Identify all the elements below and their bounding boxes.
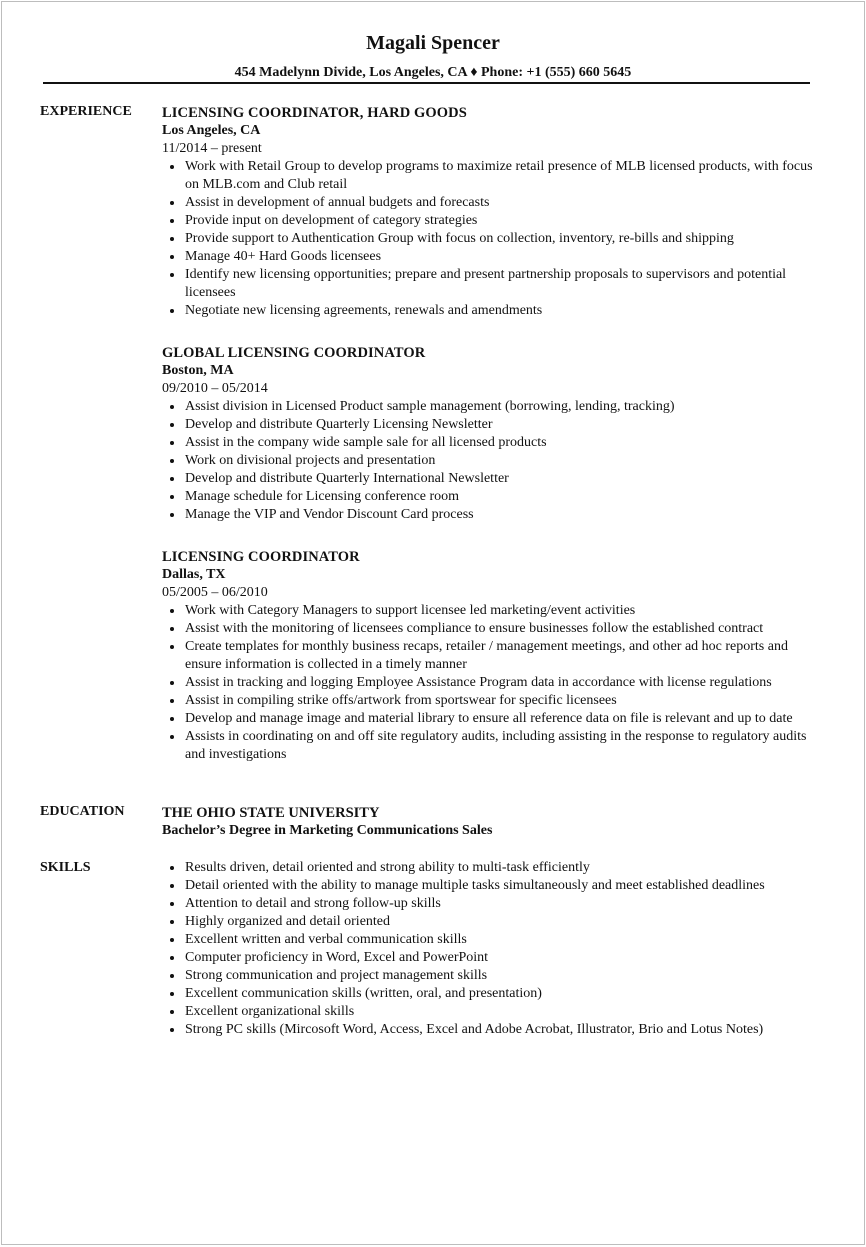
bullet-item: Develop and distribute Quarterly International Newsletter bbox=[185, 470, 822, 488]
skill-item: Excellent organizational skills bbox=[185, 1003, 822, 1021]
bullet-item: Manage 40+ Hard Goods licensees bbox=[185, 248, 822, 266]
bullet-item: Assist in development of annual budgets and forecasts bbox=[185, 194, 822, 212]
skill-item: Highly organized and detail oriented bbox=[185, 913, 822, 931]
job-location: Los Angeles, CA bbox=[162, 123, 261, 138]
experience-body bbox=[162, 104, 822, 788]
job-location: Boston, MA bbox=[162, 363, 234, 378]
candidate-name: Magali Spencer bbox=[366, 32, 500, 54]
bullet-item: Provide input on development of category strategies bbox=[185, 212, 822, 230]
job-bullets bbox=[162, 398, 822, 524]
bullet-item: Create templates for monthly business recaps, retailer / management meetings, and other ad hoc reports and ensure information is collected in a timely manner bbox=[185, 638, 822, 674]
bullet-item: Negotiate new licensing agreements, renewals and amendments bbox=[185, 302, 822, 320]
job-dates: 11/2014 – present bbox=[162, 141, 262, 156]
bullet-item: Develop and manage image and material library to ensure all reference data on file is relevant and up to date bbox=[185, 710, 822, 728]
job-location: Dallas, TX bbox=[162, 567, 226, 582]
school-name: THE OHIO STATE UNIVERSITY bbox=[162, 805, 380, 821]
bullet-item: Identify new licensing opportunities; prepare and present partnership proposals to supervisors and potential licensees bbox=[185, 266, 822, 302]
bullet-item: Manage the VIP and Vendor Discount Card process bbox=[185, 506, 822, 524]
skill-item: Computer proficiency in Word, Excel and PowerPoint bbox=[185, 949, 822, 967]
skills-list bbox=[162, 859, 822, 1039]
bullet-item: Assists in coordinating on and off site regulatory audits, including assisting in the response to regulatory audits and investigations bbox=[185, 728, 822, 764]
skill-item: Strong PC skills (Mircosoft Word, Access, Excel and Adobe Acrobat, Illustrator, Brio and Lotus Notes) bbox=[185, 1021, 822, 1039]
job-dates: 09/2010 – 05/2014 bbox=[162, 381, 268, 396]
bullet-item: Manage schedule for Licensing conference room bbox=[185, 488, 822, 506]
job-title: GLOBAL LICENSING COORDINATOR bbox=[162, 345, 426, 361]
job-entry bbox=[162, 104, 822, 320]
skill-item: Excellent communication skills (written, oral, and presentation) bbox=[185, 985, 822, 1003]
resume-page bbox=[1, 1, 865, 1245]
skill-item: Attention to detail and strong follow-up skills bbox=[185, 895, 822, 913]
job-title: LICENSING COORDINATOR, HARD GOODS bbox=[162, 105, 467, 121]
bullet-item: Assist division in Licensed Product sample management (borrowing, lending, tracking) bbox=[185, 398, 822, 416]
bullet-item: Develop and distribute Quarterly Licensing Newsletter bbox=[185, 416, 822, 434]
degree: Bachelor’s Degree in Marketing Communications Sales bbox=[162, 823, 493, 838]
skill-item: Excellent written and verbal communication skills bbox=[185, 931, 822, 949]
bullet-item: Provide support to Authentication Group with focus on collection, inventory, re-bills and shipping bbox=[185, 230, 822, 248]
section-label-skills: SKILLS bbox=[40, 860, 91, 875]
job-title: LICENSING COORDINATOR bbox=[162, 549, 360, 565]
header-divider bbox=[43, 82, 810, 84]
job-bullets bbox=[162, 602, 822, 764]
bullet-item: Work with Retail Group to develop programs to maximize retail presence of MLB licensed products, with focus on MLB.com and Club retail bbox=[185, 158, 822, 194]
bullet-item: Assist in compiling strike offs/artwork from sportswear for specific licensees bbox=[185, 692, 822, 710]
contact-line: 454 Madelynn Divide, Los Angeles, CA ♦ Phone: +1 (555) 660 5645 bbox=[234, 65, 632, 80]
job-entry bbox=[162, 548, 822, 764]
skills-body bbox=[162, 859, 822, 1039]
bullet-item: Assist in tracking and logging Employee Assistance Program data in accordance with license regulations bbox=[185, 674, 822, 692]
job-dates: 05/2005 – 06/2010 bbox=[162, 585, 268, 600]
bullet-item: Assist with the monitoring of licensees compliance to ensure businesses follow the established contract bbox=[185, 620, 822, 638]
bullet-item: Assist in the company wide sample sale for all licensed products bbox=[185, 434, 822, 452]
job-entry bbox=[162, 344, 822, 524]
skill-item: Strong communication and project management skills bbox=[185, 967, 822, 985]
skill-item: Results driven, detail oriented and strong ability to multi-task efficiently bbox=[185, 859, 822, 877]
education-body bbox=[162, 804, 822, 840]
skill-item: Detail oriented with the ability to manage multiple tasks simultaneously and meet established deadlines bbox=[185, 877, 822, 895]
job-bullets bbox=[162, 158, 822, 320]
bullet-item: Work with Category Managers to support licensee led marketing/event activities bbox=[185, 602, 822, 620]
section-label-experience: EXPERIENCE bbox=[40, 104, 132, 119]
section-label-education: EDUCATION bbox=[40, 804, 125, 819]
bullet-item: Work on divisional projects and presentation bbox=[185, 452, 822, 470]
